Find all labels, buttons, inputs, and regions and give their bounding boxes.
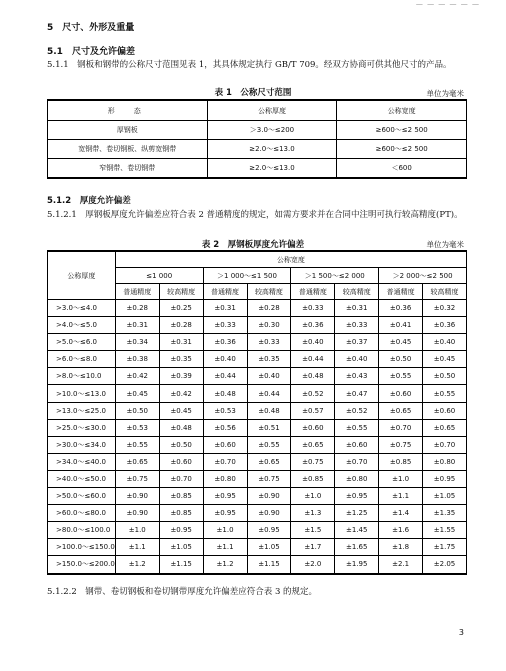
tolerance-cell: ±1.0 [291,488,335,505]
thickness-range-cell: >80.0～≤100.0 [48,522,116,539]
tolerance-cell: ±1.55 [423,522,467,539]
tolerance-cell: ±0.39 [159,368,203,385]
tolerance-cell: ±0.35 [247,351,291,368]
tolerance-cell: ±0.33 [247,334,291,351]
tolerance-cell: ±0.75 [379,436,423,453]
tolerance-cell: ±0.52 [291,385,335,402]
table-cell: 厚钢板 [48,121,208,140]
tolerance-cell: ±1.05 [159,539,203,556]
tolerance-cell: ±1.2 [115,556,159,574]
tolerance-cell: ±0.50 [423,368,467,385]
table-1-header-width: 公称宽度 [337,100,467,121]
precision-header: 普通精度 [203,284,247,300]
tolerance-cell: ±0.33 [335,317,379,334]
tolerance-cell: ±0.80 [423,453,467,470]
tolerance-cell: ±0.60 [291,419,335,436]
tolerance-cell: ±0.41 [379,317,423,334]
tolerance-cell: ±0.28 [247,300,291,317]
tolerance-cell: ±0.55 [115,436,159,453]
tolerance-cell: ±0.70 [335,453,379,470]
tolerance-cell: ±0.85 [291,470,335,487]
tolerance-cell: ±0.31 [203,300,247,317]
tolerance-cell: ±0.80 [203,470,247,487]
thickness-range-cell: >60.0～≤80.0 [48,505,116,522]
tolerance-cell: ±1.05 [247,539,291,556]
table-row [48,419,467,436]
tolerance-cell: ±1.45 [335,522,379,539]
table-row [48,334,467,351]
tolerance-cell: ±0.48 [291,368,335,385]
table-row [48,539,467,556]
tolerance-cell: ±0.65 [247,453,291,470]
tolerance-cell: ±2.05 [423,556,467,574]
table-row [48,453,467,470]
width-group-header: ＞2 000～≤2 500 [379,268,467,284]
paragraph-5-1-1: 5.1.1 钢板和钢带的公称尺寸范围见表 1，其具体规定执行 GB/T 709。经双方协商可供其他尺寸的产品。 [47,60,452,70]
tolerance-cell: ±0.95 [203,488,247,505]
tolerance-cell: ±0.57 [291,402,335,419]
tolerance-cell: ±1.6 [379,522,423,539]
tolerance-cell: ±0.28 [115,300,159,317]
tolerance-cell: ±0.95 [203,505,247,522]
table-2-header-thickness: 公称厚度 [48,251,116,300]
tolerance-cell: ±0.65 [115,453,159,470]
tolerance-cell: ±0.42 [115,368,159,385]
tolerance-cell: ±1.95 [335,556,379,574]
tolerance-cell: ±1.3 [291,505,335,522]
tolerance-cell: ±0.37 [335,334,379,351]
tolerance-cell: ±0.36 [379,300,423,317]
tolerance-cell: ±2.1 [379,556,423,574]
tolerance-cell: ±1.15 [159,556,203,574]
tolerance-cell: ±0.40 [247,368,291,385]
table-cell: ＞3.0～≤200 [207,121,337,140]
table-row [48,522,467,539]
tolerance-cell: ±0.95 [335,488,379,505]
table-row [48,317,467,334]
table-1 [47,99,467,179]
tolerance-cell: ±0.48 [203,385,247,402]
paragraph-5-1-2-2: 5.1.2.2 钢带、卷切钢板和卷切钢带厚度允许偏差应符合表 3 的规定。 [47,587,318,597]
precision-header: 较高精度 [335,284,379,300]
tolerance-cell: ±0.48 [159,419,203,436]
table-cell: ≥600～≤2 500 [337,140,467,159]
tolerance-cell: ±0.60 [423,402,467,419]
tolerance-cell: ±0.70 [159,470,203,487]
tolerance-cell: ±0.36 [291,317,335,334]
tolerance-cell: ±1.25 [335,505,379,522]
tolerance-cell: ±0.85 [379,453,423,470]
tolerance-cell: ±1.8 [379,539,423,556]
tolerance-cell: ±0.90 [115,488,159,505]
table-1-header-thickness: 公称厚度 [207,100,337,121]
tolerance-cell: ±0.35 [159,351,203,368]
table-2-header-width: 公称宽度 [115,251,466,268]
thickness-range-cell: >100.0～≤150.0 [48,539,116,556]
thickness-range-cell: >10.0～≤13.0 [48,385,116,402]
table-row [48,385,467,402]
tolerance-cell: ±0.32 [423,300,467,317]
table-row [48,470,467,487]
tolerance-cell: ±0.44 [203,368,247,385]
tolerance-cell: ±0.80 [335,470,379,487]
tolerance-cell: ±0.44 [291,351,335,368]
precision-header: 普通精度 [379,284,423,300]
tolerance-cell: ±0.95 [423,470,467,487]
table-row [48,300,467,317]
section-5-1-2-heading: 5.1.2 厚度允许偏差 [47,196,131,206]
table-row [48,351,467,368]
tolerance-cell: ±0.40 [291,334,335,351]
thickness-range-cell: >8.0～≤10.0 [48,368,116,385]
tolerance-cell: ±0.44 [247,385,291,402]
tolerance-cell: ±0.85 [159,505,203,522]
tolerance-cell: ±0.40 [335,351,379,368]
tolerance-cell: ±0.70 [423,436,467,453]
thickness-range-cell: >3.0～≤4.0 [48,300,116,317]
tolerance-cell: ±0.52 [335,402,379,419]
tolerance-cell: ±1.1 [203,539,247,556]
table-1-unit: 单位为毫米 [426,89,464,98]
tolerance-cell: ±0.95 [159,522,203,539]
table-2-body [48,300,467,574]
tolerance-cell: ±0.31 [115,317,159,334]
thickness-range-cell: >150.0～≤200.0 [48,556,116,574]
tolerance-cell: ±0.36 [423,317,467,334]
width-group-header: ≤1 000 [115,268,203,284]
tolerance-cell: ±0.53 [115,419,159,436]
tolerance-cell: ±0.34 [115,334,159,351]
tolerance-cell: ±0.40 [203,351,247,368]
tolerance-cell: ±0.38 [115,351,159,368]
tolerance-cell: ±1.15 [247,556,291,574]
width-group-header: ＞1 500～≤2 000 [291,268,379,284]
tolerance-cell: ±0.25 [159,300,203,317]
section-5-1-heading: 5.1 尺寸及允许偏差 [47,47,135,57]
tolerance-cell: ±0.28 [159,317,203,334]
table-2-unit: 单位为毫米 [426,240,464,249]
tolerance-cell: ±0.43 [335,368,379,385]
tolerance-cell: ±0.45 [115,385,159,402]
thickness-range-cell: >50.0～≤60.0 [48,488,116,505]
tolerance-cell: ±0.95 [247,522,291,539]
tolerance-cell: ±0.31 [335,300,379,317]
tolerance-cell: ±0.51 [247,419,291,436]
precision-header: 较高精度 [247,284,291,300]
thickness-range-cell: >5.0～≤6.0 [48,334,116,351]
table-row [48,121,467,140]
tolerance-cell: ±1.65 [335,539,379,556]
tolerance-cell: ±0.90 [115,505,159,522]
tolerance-cell: ±0.50 [379,351,423,368]
precision-header: 普通精度 [115,284,159,300]
tolerance-cell: ±0.48 [247,402,291,419]
tolerance-cell: ±0.55 [247,436,291,453]
tolerance-cell: ±0.75 [291,453,335,470]
table-row [48,488,467,505]
header-fragment: — — — — — — [415,0,480,8]
tolerance-cell: ±0.60 [203,436,247,453]
thickness-range-cell: >34.0～≤40.0 [48,453,116,470]
tolerance-cell: ±0.60 [159,453,203,470]
table-row [48,402,467,419]
tolerance-cell: ±1.35 [423,505,467,522]
tolerance-cell: ±1.7 [291,539,335,556]
table-row [48,505,467,522]
table-1-header-form: 形 态 [48,100,208,121]
tolerance-cell: ±1.0 [203,522,247,539]
table-cell: ≥2.0～≤13.0 [207,159,337,179]
table-2-title: 表 2 厚钢板厚度允许偏差 [201,240,305,250]
table-cell: 宽钢带、卷切钢板、纵剪宽钢带 [48,140,208,159]
table-cell: 窄钢带、卷切钢带 [48,159,208,179]
tolerance-cell: ±0.60 [379,385,423,402]
thickness-range-cell: >25.0～≤30.0 [48,419,116,436]
tolerance-cell: ±0.70 [203,453,247,470]
tolerance-cell: ±1.75 [423,539,467,556]
tolerance-cell: ±0.56 [203,419,247,436]
thickness-range-cell: >6.0～≤8.0 [48,351,116,368]
tolerance-cell: ±1.0 [379,470,423,487]
paragraph-5-1-2-1: 5.1.2.1 厚钢板厚度允许偏差应符合表 2 普通精度的规定，如需方要求并在合同中注明可执行较高精度(PT)。 [47,210,463,220]
tolerance-cell: ±0.50 [159,436,203,453]
precision-header: 较高精度 [159,284,203,300]
tolerance-cell: ±0.55 [423,385,467,402]
thickness-range-cell: >13.0～≤25.0 [48,402,116,419]
tolerance-cell: ±0.65 [423,419,467,436]
table-cell: ≥600～≤2 500 [337,121,467,140]
tolerance-cell: ±0.45 [379,334,423,351]
thickness-range-cell: >40.0～≤50.0 [48,470,116,487]
tolerance-cell: ±1.1 [115,539,159,556]
tolerance-cell: ±0.45 [423,351,467,368]
tolerance-cell: ±0.65 [291,436,335,453]
tolerance-cell: ±1.2 [203,556,247,574]
tolerance-cell: ±0.40 [423,334,467,351]
tolerance-cell: ±0.75 [115,470,159,487]
tolerance-cell: ±0.60 [335,436,379,453]
tolerance-cell: ±0.90 [247,488,291,505]
tolerance-cell: ±0.33 [203,317,247,334]
section-5-heading: 5 尺寸、外形及重量 [47,23,135,33]
tolerance-cell: ±1.0 [115,522,159,539]
tolerance-cell: ±0.90 [247,505,291,522]
tolerance-cell: ±1.4 [379,505,423,522]
thickness-range-cell: >4.0～≤5.0 [48,317,116,334]
tolerance-cell: ±0.70 [379,419,423,436]
page-number: 3 [458,628,464,637]
tolerance-cell: ±1.1 [379,488,423,505]
tolerance-cell: ±0.30 [247,317,291,334]
tolerance-cell: ±0.36 [203,334,247,351]
table-cell: ＜600 [337,159,467,179]
tolerance-cell: ±0.53 [203,402,247,419]
tolerance-cell: ±0.50 [115,402,159,419]
tolerance-cell: ±0.65 [379,402,423,419]
tolerance-cell: ±0.55 [379,368,423,385]
table-cell: ≥2.0～≤13.0 [207,140,337,159]
tolerance-cell: ±0.45 [159,402,203,419]
table-row [48,436,467,453]
table-2 [47,250,467,575]
table-row [48,556,467,574]
precision-header: 较高精度 [423,284,467,300]
tolerance-cell: ±2.0 [291,556,335,574]
tolerance-cell: ±0.47 [335,385,379,402]
tolerance-cell: ±1.05 [423,488,467,505]
tolerance-cell: ±0.33 [291,300,335,317]
tolerance-cell: ±0.42 [159,385,203,402]
table-row [48,368,467,385]
tolerance-cell: ±0.85 [159,488,203,505]
precision-header: 普通精度 [291,284,335,300]
table-row [48,159,467,179]
width-group-header: ＞1 000～≤1 500 [203,268,291,284]
thickness-range-cell: >30.0～≤34.0 [48,436,116,453]
tolerance-cell: ±0.75 [247,470,291,487]
tolerance-cell: ±1.5 [291,522,335,539]
tolerance-cell: ±0.31 [159,334,203,351]
tolerance-cell: ±0.55 [335,419,379,436]
table-row [48,140,467,159]
table-1-title: 表 1 公称尺寸范围 [214,88,292,98]
